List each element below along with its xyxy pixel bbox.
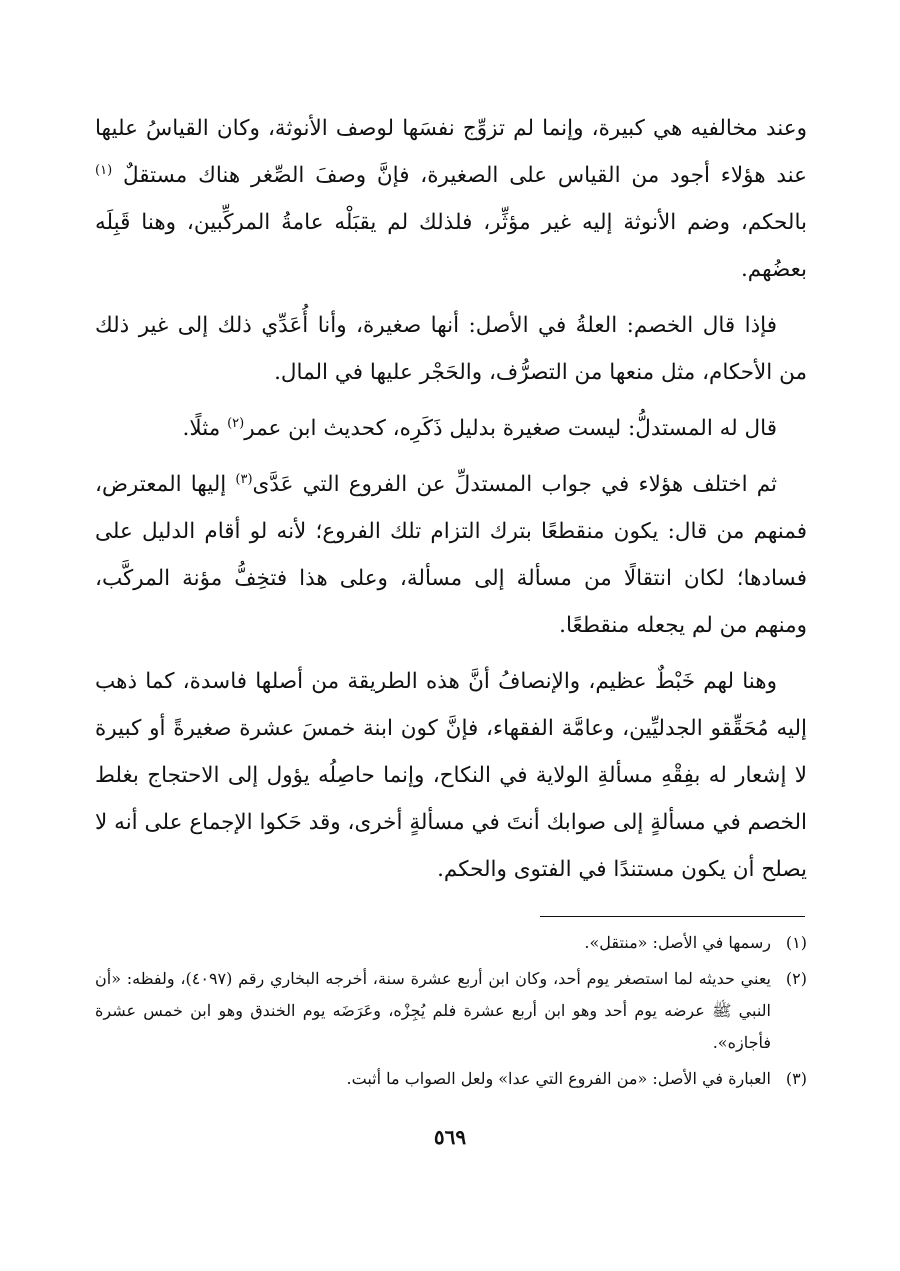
paragraph-4-continuation: إليها المعترض، فمنهم من قال: يكون منقطعًا بترك التزام تلك الفروع؛ لأنه لو أقام الدليل على فسادها؛ لكان انتقالًا من مسألة إلى مسألة، وعلى هذا فتخِفُّ مؤنة المركَّب، ومنهم من لم يجعله منقطعًا. bbox=[95, 472, 807, 638]
paragraph-4-text: ثم اختلف هؤلاء في جواب المستدلِّ عن الفروع التي عَدَّى bbox=[252, 472, 777, 497]
page-number: ٥٦٩ bbox=[433, 1125, 467, 1149]
main-text bbox=[95, 105, 807, 902]
footnote-text: رسمها في الأصل: «منتقل». bbox=[584, 933, 771, 952]
paragraph-3-text: قال له المستدلُّ: ليست صغيرة بدليل ذَكَرِه، كحديث ابن عمر bbox=[244, 416, 777, 441]
footnote-ref-1[interactable]: (١) bbox=[95, 162, 113, 178]
footnote-3 bbox=[95, 1063, 807, 1095]
footnote-number: (١) bbox=[785, 933, 807, 952]
paragraph-5-text: وهنا لهم خَبْطٌ عظيم، والإنصافُ أنَّ هذه الطريقة من أصلها فاسدة، كما ذهب إليه مُحَقِّقو الجدليِّين، وعامَّة الفقهاء، فإنَّ كون ابنة خمسَ عشرة صغيرةً أو كبيرة لا إشعار له بفِقْهِ مسألةِ الولاية في النكاح، وإنما حاصِلُه يؤول إلى الاحتجاج بغلط الخصم في مسألةٍ إلى صوابك أنتَ في مسألةٍ أخرى، وقد حَكوا الإجماع على أنه لا يصلح أن يكون مستندًا في الفتوى والحكم. bbox=[95, 669, 807, 882]
paragraph-3 bbox=[95, 405, 807, 452]
footnote-ref-3[interactable]: (٣) bbox=[235, 471, 253, 487]
footnote-ref-2[interactable]: (٢) bbox=[227, 415, 245, 431]
paragraph-1-continuation: بالحكم، وضم الأنوثة إليه غير مؤثِّر، فلذلك لم يقبَلْه عامةُ المركِّبين، وهنا قَبِلَه بعضُهم. bbox=[95, 210, 807, 282]
footnote-number: (٢) bbox=[785, 969, 807, 988]
footnote-text: العبارة في الأصل: «من الفروع التي عدا» ولعل الصواب ما أثبت. bbox=[346, 1069, 771, 1088]
footnote-text: يعني حديثه لما استصغر يوم أحد، وكان ابن أربع عشرة سنة، أخرجه البخاري رقم (٤٠٩٧)، ولفظه: «أن النبي ﷺ عرضه يوم أحد وهو ابن أربع عشرة فلم يُجِزْه، وعَرَضَه يوم الخندق وهو ابن خمس عشرة فأجازه». bbox=[95, 969, 771, 1052]
footnotes bbox=[95, 927, 807, 1099]
footnote-number: (٣) bbox=[785, 1069, 807, 1088]
footnote-1 bbox=[95, 927, 807, 959]
paragraph-3-continuation: مثلًا. bbox=[182, 416, 221, 441]
paragraph-5 bbox=[95, 658, 807, 893]
footnote-2 bbox=[95, 963, 807, 1059]
paragraph-1-text: وعند مخالفيه هي كبيرة، وإنما لم تزوِّج نفسَها لوصف الأنوثة، وكان القياسُ عليها عند هؤلاء أجود من القياس على الصغيرة، فإنَّ وصفَ الصِّغر هناك مستقلٌ bbox=[95, 116, 807, 188]
paragraph-1 bbox=[95, 105, 807, 293]
footnote-separator bbox=[540, 916, 805, 917]
paragraph-4 bbox=[95, 461, 807, 649]
paragraph-2 bbox=[95, 302, 807, 396]
paragraph-2-text: فإذا قال الخصم: العلةُ في الأصل: أنها صغيرة، وأنا أُعَدِّي ذلك إلى غير ذلك من الأحكام، مثل منعها من التصرُّف، والحَجْر عليها في المال. bbox=[95, 313, 807, 385]
